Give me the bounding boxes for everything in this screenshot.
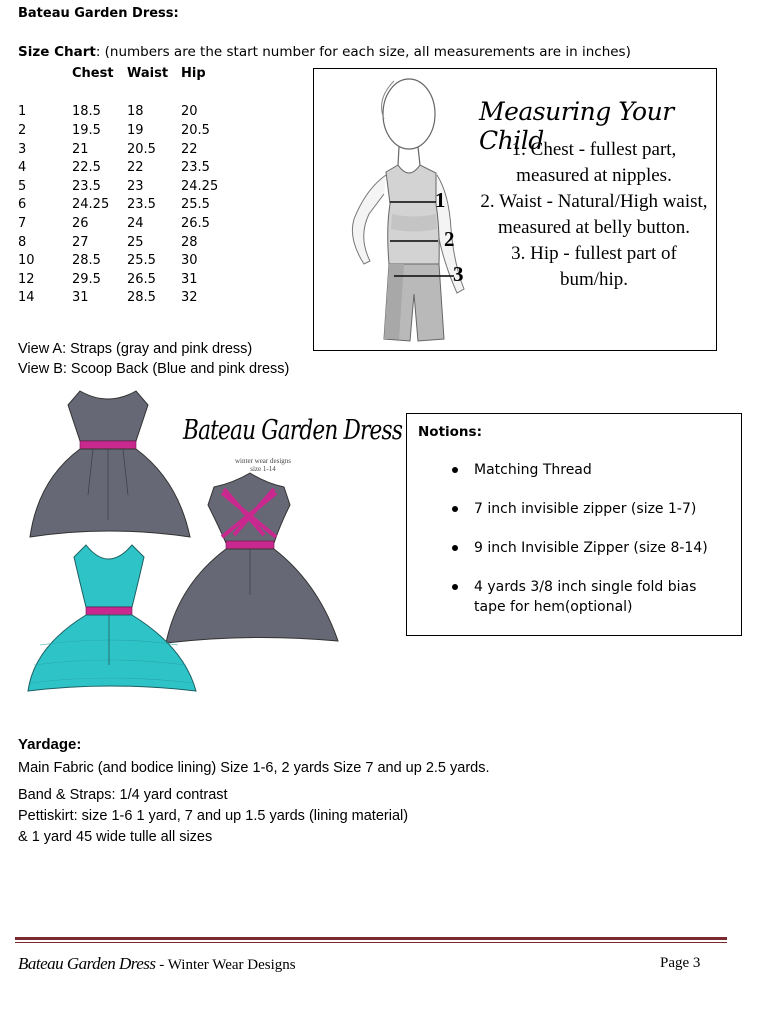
yardage-line: Main Fabric (and bodice lining) Size 1-6, 2 yards Size 7 and up 2.5 yards.	[18, 760, 490, 776]
size-chart-cell: 10	[18, 253, 35, 269]
size-chart-cell: 21	[72, 141, 89, 157]
size-chart-table	[18, 64, 241, 307]
size-chart-cell: 19	[127, 122, 144, 138]
size-chart-cell: 23.5	[127, 197, 156, 213]
size-chart-cell: 22.5	[72, 160, 101, 176]
pattern-logo-title: Bateau Garden Dress	[183, 415, 403, 446]
size-chart-row	[18, 233, 241, 252]
view-a-label: View A: Straps (gray and pink dress)	[18, 341, 253, 357]
size-chart-spacer	[18, 83, 241, 103]
measuring-line: measured at belly button.	[497, 217, 691, 238]
size-chart-cell: 7	[18, 215, 27, 231]
notions-panel	[406, 413, 742, 636]
footer-rule	[15, 937, 727, 940]
size-chart-row	[18, 177, 241, 196]
size-chart-cell: 20	[181, 104, 198, 120]
size-chart-cell: 24	[127, 215, 144, 231]
size-chart-row	[18, 196, 241, 215]
size-chart-row	[18, 270, 241, 289]
size-chart-cell: 20.5	[127, 141, 156, 157]
marker-2: 2	[444, 227, 455, 251]
size-chart-cell: 32	[181, 290, 198, 306]
child-figure-illustration	[314, 69, 484, 352]
notions-list	[452, 460, 732, 636]
size-chart-cell: 3	[18, 141, 27, 157]
measuring-your-child-panel	[313, 68, 717, 351]
size-chart-cell: 24.25	[72, 197, 110, 213]
pattern-logo-brand: winter wear designs	[235, 457, 291, 465]
size-chart-cell: 12	[18, 271, 35, 287]
footer-rule-thin	[15, 942, 727, 943]
size-chart-cell: 23.5	[72, 178, 101, 194]
size-chart-cell: 28.5	[127, 290, 156, 306]
size-chart-cell: 14	[18, 290, 35, 306]
yardage-line: & 1 yard 45 wide tulle all sizes	[18, 829, 213, 845]
size-chart-cell: 25.5	[181, 197, 210, 213]
footer-title	[18, 954, 296, 974]
size-chart-cell: 1	[18, 104, 27, 120]
size-chart-cell: 25.5	[127, 253, 156, 269]
size-chart-rows	[18, 103, 241, 308]
size-chart-cell: 29.5	[72, 271, 101, 287]
marker-3: 3	[453, 262, 464, 286]
size-header-size	[18, 64, 72, 83]
gray-dress-front	[30, 391, 190, 537]
size-header-hip: Hip	[181, 65, 206, 81]
size-chart-cell: 18.5	[72, 104, 101, 120]
notions-title: Notions:	[418, 424, 482, 440]
notions-item: 4 yards 3/8 inch single fold bias tape for hem(optional)	[452, 577, 732, 617]
size-chart-row	[18, 158, 241, 177]
measuring-title: Measuring Your Child	[479, 97, 674, 155]
size-chart-heading	[18, 44, 631, 60]
size-chart-cell: 28.5	[72, 253, 101, 269]
size-chart-cell: 27	[72, 234, 89, 250]
gray-dress-back	[166, 473, 338, 643]
notions-item: 7 inch invisible zipper (size 1-7)	[452, 499, 732, 519]
size-chart-cell: 19.5	[72, 122, 101, 138]
teal-dress-front	[28, 545, 196, 691]
size-header-chest: Chest	[72, 65, 114, 81]
notions-item: 9 inch Invisible Zipper (size 8-14)	[452, 538, 732, 558]
size-chart-row	[18, 121, 241, 140]
size-chart-cell: 23.5	[181, 160, 210, 176]
yardage-line: Pettiskirt: size 1-6 1 yard, 7 and up 1.5 yards (lining material)	[18, 808, 409, 824]
size-chart-cell: 31	[181, 271, 198, 287]
size-header-waist: Waist	[127, 65, 169, 81]
view-descriptions	[18, 339, 289, 379]
size-chart-note: : (numbers are the start number for each size, all measurements are in inches)	[95, 44, 631, 60]
size-chart-cell: 31	[72, 290, 89, 306]
yardage-line: Band & Straps: 1/4 yard contrast	[18, 787, 228, 803]
size-chart-cell: 26.5	[181, 215, 210, 231]
view-b-label: View B: Scoop Back (Blue and pink dress)	[18, 361, 290, 377]
yardage-title: Yardage:	[18, 736, 82, 753]
measuring-line: 2. Waist - Natural/High waist,	[480, 191, 708, 212]
size-chart-cell: 23	[127, 178, 144, 194]
size-chart-cell: 28	[181, 234, 198, 250]
measuring-line: 1. Chest - fullest part,	[511, 139, 677, 160]
size-chart-cell: 4	[18, 160, 27, 176]
size-chart-row	[18, 103, 241, 122]
size-chart-header-row	[18, 64, 241, 83]
size-chart-cell: 22	[181, 141, 198, 157]
size-chart-row	[18, 214, 241, 233]
notions-item: Matching Thread	[452, 460, 732, 480]
size-chart-cell: 22	[127, 160, 144, 176]
size-chart-cell: 25	[127, 234, 144, 250]
measuring-line: measured at nipples.	[516, 165, 672, 186]
size-chart-cell: 30	[181, 253, 198, 269]
size-chart-cell: 2	[18, 122, 27, 138]
footer-script-title: Bateau Garden Dress	[18, 954, 156, 973]
measuring-line: 3. Hip - fullest part of bum/hip.	[511, 243, 677, 290]
size-chart-row	[18, 289, 241, 308]
marker-1: 1	[435, 188, 446, 212]
size-chart-row	[18, 251, 241, 270]
measuring-instructions	[479, 137, 709, 293]
yardage-details	[18, 758, 490, 848]
size-chart-cell: 5	[18, 178, 27, 194]
pattern-logo-sizes: size 1-14	[250, 465, 276, 473]
pattern-logo-subtitle	[213, 457, 313, 473]
size-chart-row	[18, 140, 241, 159]
size-chart-cell: 24.25	[181, 178, 219, 194]
size-chart-cell: 8	[18, 234, 27, 250]
document-title: Bateau Garden Dress:	[18, 6, 179, 21]
size-chart-label: Size Chart	[18, 44, 96, 60]
page-number: Page 3	[660, 955, 701, 971]
footer-brand: - Winter Wear Designs	[155, 957, 296, 973]
size-chart-cell: 26.5	[127, 271, 156, 287]
size-chart-cell: 18	[127, 104, 144, 120]
size-chart-cell: 26	[72, 215, 89, 231]
size-chart-cell: 20.5	[181, 122, 210, 138]
size-chart-cell: 6	[18, 197, 27, 213]
